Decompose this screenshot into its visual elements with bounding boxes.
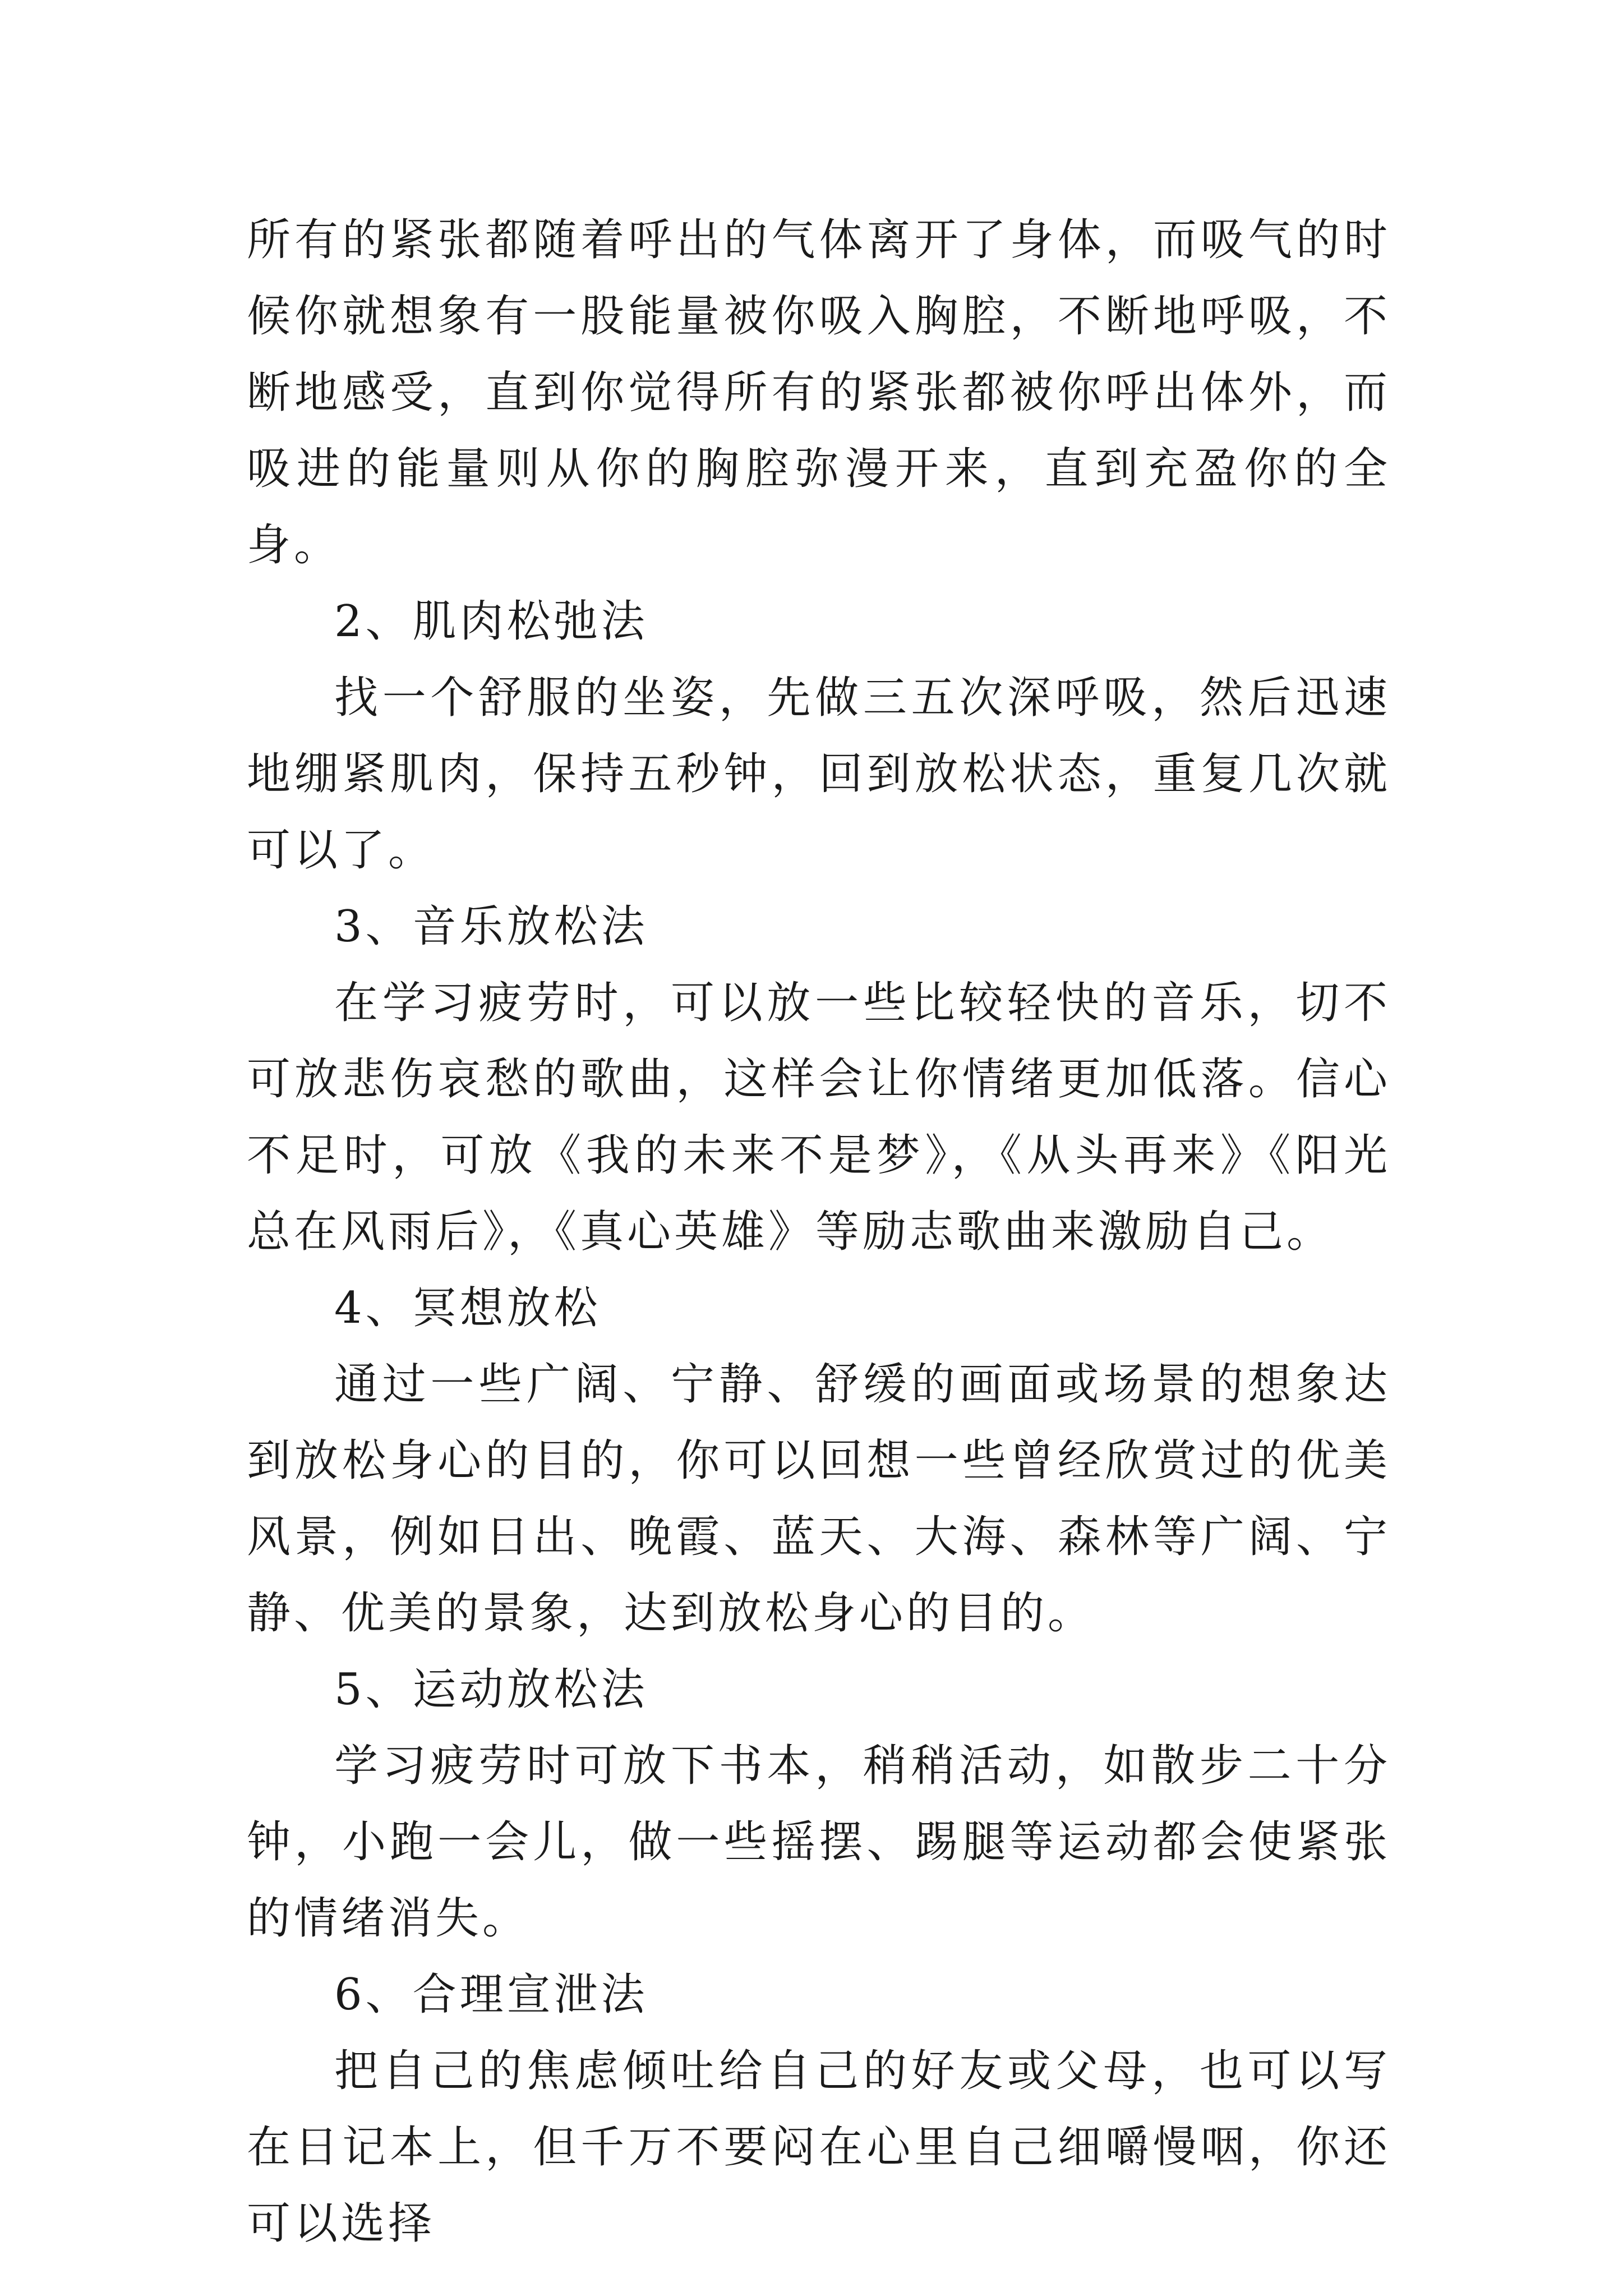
paragraph-muscle-relaxation: 找一个舒服的坐姿，先做三五次深呼吸，然后迅速地绷紧肌肉，保持五秒钟，回到放松状态，重复几次就可以了。 [247,673,1391,876]
section-heading-venting: 6、合理宣泄法 [334,1970,648,2020]
paragraph-music-relaxation: 在学习疲劳时，可以放一些比较轻快的音乐，切不可放悲伤哀愁的歌曲，这样会让你情绪更加低落。信心不足时，可放《我的未来不是梦》，《从头再来》《阳光总在风雨后》，《真心英雄》等励志歌曲来激励自己。 [247,978,1391,1257]
section-heading-exercise-relaxation: 5、运动放松法 [334,1664,648,1715]
paragraph-meditation: 通过一些广阔、宁静、舒缓的画面或场景的想象达到放松身心的目的，你可以回想一些曾经欣赏过的优美风景，例如日出、晚霞、蓝天、大海、森林等广阔、宁静、优美的景象，达到放松身心的目的。 [247,1359,1391,1639]
section-heading-meditation: 4、冥想放松 [334,1283,601,1333]
section-heading-muscle-relaxation: 2、肌肉松弛法 [334,596,648,647]
document-body [247,202,1391,2262]
paragraph-exercise-relaxation: 学习疲劳时可放下书本，稍稍活动，如散步二十分钟，小跑一会儿，做一些摇摆、踢腿等运动都会使紧张的情绪消失。 [247,1741,1391,1944]
paragraph-venting: 把自己的焦虑倾吐给自己的好友或父母，也可以写在日记本上，但千万不要闷在心里自己细嚼慢咽，你还可以选择 [247,2046,1391,2249]
section-heading-music-relaxation: 3、音乐放松法 [334,901,648,952]
paragraph-continuation: 所有的紧张都随着呼出的气体离开了身体，而吸气的时候你就想象有一股能量被你吸入胸腔，不断地呼吸，不断地感受，直到你觉得所有的紧张都被你呼出体外，而吸进的能量则从你的胸腔弥漫开来，直到充盈你的全身。 [247,215,1391,570]
